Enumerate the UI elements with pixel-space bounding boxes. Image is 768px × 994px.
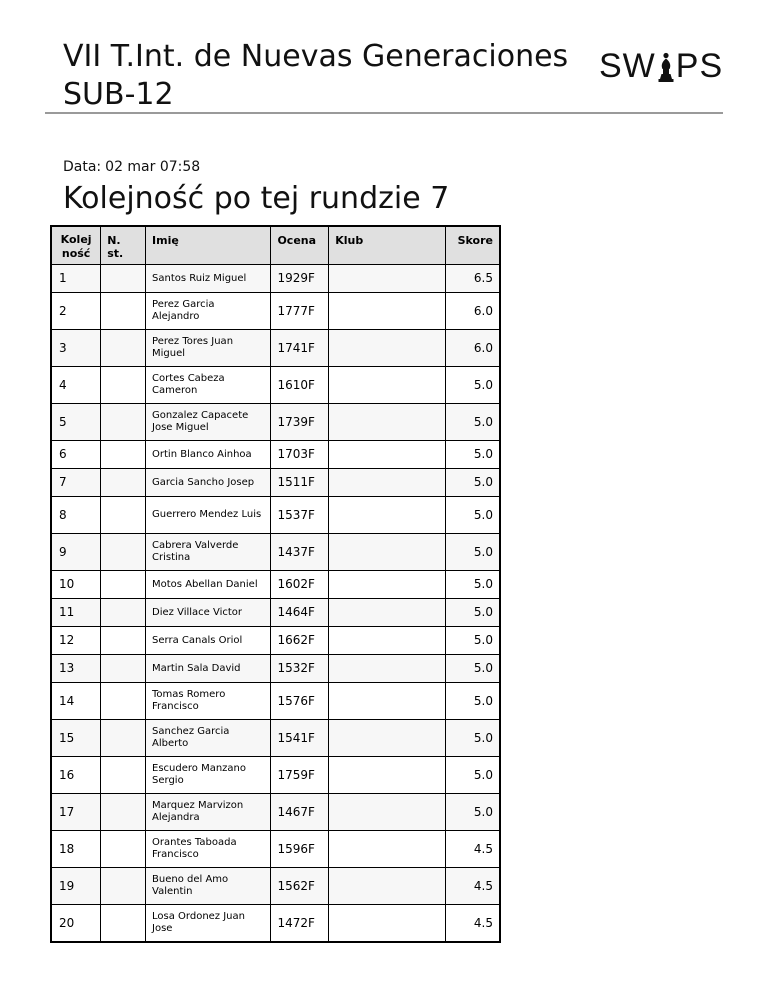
rating-cell: 1467F [271,793,329,830]
table-row [51,626,500,654]
club-cell [329,756,445,793]
table-row [51,468,500,496]
rank-cell: 14 [51,682,101,719]
chess-bishop-icon [657,52,675,82]
table-row [51,598,500,626]
standings-table [50,225,501,943]
table-row [51,403,500,440]
rating-cell: 1741F [271,329,329,366]
rank-cell: 19 [51,867,101,904]
name-cell: Losa Ordonez Juan Jose [146,904,271,942]
header-club: Klub [329,226,445,264]
rank-cell: 8 [51,496,101,533]
header-rating: Ocena [271,226,329,264]
rating-cell: 1511F [271,468,329,496]
start-no-cell [101,440,146,468]
table-row [51,867,500,904]
club-cell [329,793,445,830]
rank-cell: 2 [51,292,101,329]
table-row [51,264,500,292]
table-header-row [51,226,500,264]
rank-cell: 16 [51,756,101,793]
start-no-cell [101,598,146,626]
header-start-no: N. st. [101,226,146,264]
rank-cell: 10 [51,570,101,598]
rating-cell: 1929F [271,264,329,292]
club-cell [329,329,445,366]
table-row [51,440,500,468]
header-name: Imię [146,226,271,264]
table-row [51,366,500,403]
rank-cell: 17 [51,793,101,830]
name-cell: Garcia Sancho Josep [146,468,271,496]
name-cell: Perez Tores Juan Miguel [146,329,271,366]
header-divider [45,112,723,114]
name-cell: Orantes Taboada Francisco [146,830,271,867]
rating-cell: 1759F [271,756,329,793]
name-cell: Cabrera Valverde Cristina [146,533,271,570]
club-cell [329,682,445,719]
header-score: Skore [445,226,500,264]
name-cell: Serra Canals Oriol [146,626,271,654]
name-cell: Santos Ruiz Miguel [146,264,271,292]
club-cell [329,626,445,654]
rating-cell: 1777F [271,292,329,329]
score-cell: 5.0 [445,570,500,598]
start-no-cell [101,793,146,830]
name-cell: Tomas Romero Francisco [146,682,271,719]
rank-cell: 5 [51,403,101,440]
name-cell: Motos Abellan Daniel [146,570,271,598]
club-cell [329,867,445,904]
club-cell [329,496,445,533]
score-cell: 6.5 [445,264,500,292]
start-no-cell [101,719,146,756]
logo-text-right: PS [675,47,724,85]
table-row [51,533,500,570]
table-row [51,719,500,756]
club-cell [329,440,445,468]
start-no-cell [101,654,146,682]
score-cell: 4.5 [445,904,500,942]
rank-cell: 1 [51,264,101,292]
name-cell: Sanchez Garcia Alberto [146,719,271,756]
club-cell [329,533,445,570]
name-cell: Martin Sala David [146,654,271,682]
rank-cell: 7 [51,468,101,496]
score-cell: 5.0 [445,682,500,719]
score-cell: 5.0 [445,366,500,403]
rating-cell: 1596F [271,830,329,867]
start-no-cell [101,403,146,440]
rank-cell: 13 [51,654,101,682]
name-cell: Guerrero Mendez Luis [146,496,271,533]
score-cell: 6.0 [445,329,500,366]
rank-cell: 12 [51,626,101,654]
club-cell [329,719,445,756]
rating-cell: 1703F [271,440,329,468]
rating-cell: 1437F [271,533,329,570]
rating-cell: 1537F [271,496,329,533]
table-row [51,496,500,533]
club-cell [329,598,445,626]
rank-cell: 15 [51,719,101,756]
club-cell [329,654,445,682]
name-cell: Perez Garcia Alejandro [146,292,271,329]
name-cell: Cortes Cabeza Cameron [146,366,271,403]
name-cell: Bueno del Amo Valentin [146,867,271,904]
score-cell: 5.0 [445,598,500,626]
rating-cell: 1602F [271,570,329,598]
table-row [51,570,500,598]
start-no-cell [101,756,146,793]
date-label: Data: [63,159,102,175]
score-cell: 5.0 [445,793,500,830]
rank-cell: 20 [51,904,101,942]
rating-cell: 1576F [271,682,329,719]
name-cell: Diez Villace Victor [146,598,271,626]
name-cell: Marquez Marvizon Alejandra [146,793,271,830]
start-no-cell [101,682,146,719]
score-cell: 4.5 [445,830,500,867]
club-cell [329,570,445,598]
name-cell: Gonzalez Capacete Jose Miguel [146,403,271,440]
score-cell: 5.0 [445,496,500,533]
date-value: 02 mar 07:58 [105,159,201,175]
name-cell: Ortin Blanco Ainhoa [146,440,271,468]
tournament-title: VII T.Int. de Nuevas Generaciones SUB-12 [63,39,569,112]
score-cell: 5.0 [445,626,500,654]
score-cell: 6.0 [445,292,500,329]
score-cell: 5.0 [445,403,500,440]
start-no-cell [101,468,146,496]
rank-cell: 9 [51,533,101,570]
club-cell [329,403,445,440]
rank-cell: 18 [51,830,101,867]
round-heading: Kolejność po tej rundzie 7 [63,181,450,216]
score-cell: 5.0 [445,533,500,570]
score-cell: 5.0 [445,719,500,756]
header-rank: Kolej ność [51,226,101,264]
rating-cell: 1662F [271,626,329,654]
score-cell: 5.0 [445,468,500,496]
swips-logo [599,46,723,86]
rating-cell: 1610F [271,366,329,403]
start-no-cell [101,366,146,403]
start-no-cell [101,264,146,292]
table-row [51,904,500,942]
rank-cell: 3 [51,329,101,366]
table-row [51,756,500,793]
date-line [63,159,204,175]
rating-cell: 1541F [271,719,329,756]
logo-text-left: SW [599,47,656,85]
table-row [51,329,500,366]
club-cell [329,904,445,942]
club-cell [329,468,445,496]
table-row [51,654,500,682]
start-no-cell [101,626,146,654]
start-no-cell [101,830,146,867]
rating-cell: 1464F [271,598,329,626]
start-no-cell [101,292,146,329]
rank-cell: 4 [51,366,101,403]
table-row [51,793,500,830]
score-cell: 5.0 [445,756,500,793]
club-cell [329,366,445,403]
rating-cell: 1472F [271,904,329,942]
rank-cell: 6 [51,440,101,468]
start-no-cell [101,904,146,942]
rating-cell: 1562F [271,867,329,904]
start-no-cell [101,496,146,533]
score-cell: 4.5 [445,867,500,904]
start-no-cell [101,533,146,570]
rating-cell: 1739F [271,403,329,440]
club-cell [329,264,445,292]
table-row [51,682,500,719]
score-cell: 5.0 [445,654,500,682]
score-cell: 5.0 [445,440,500,468]
start-no-cell [101,329,146,366]
table-row [51,292,500,329]
table-row [51,830,500,867]
name-cell: Escudero Manzano Sergio [146,756,271,793]
club-cell [329,830,445,867]
start-no-cell [101,570,146,598]
club-cell [329,292,445,329]
start-no-cell [101,867,146,904]
rank-cell: 11 [51,598,101,626]
rating-cell: 1532F [271,654,329,682]
